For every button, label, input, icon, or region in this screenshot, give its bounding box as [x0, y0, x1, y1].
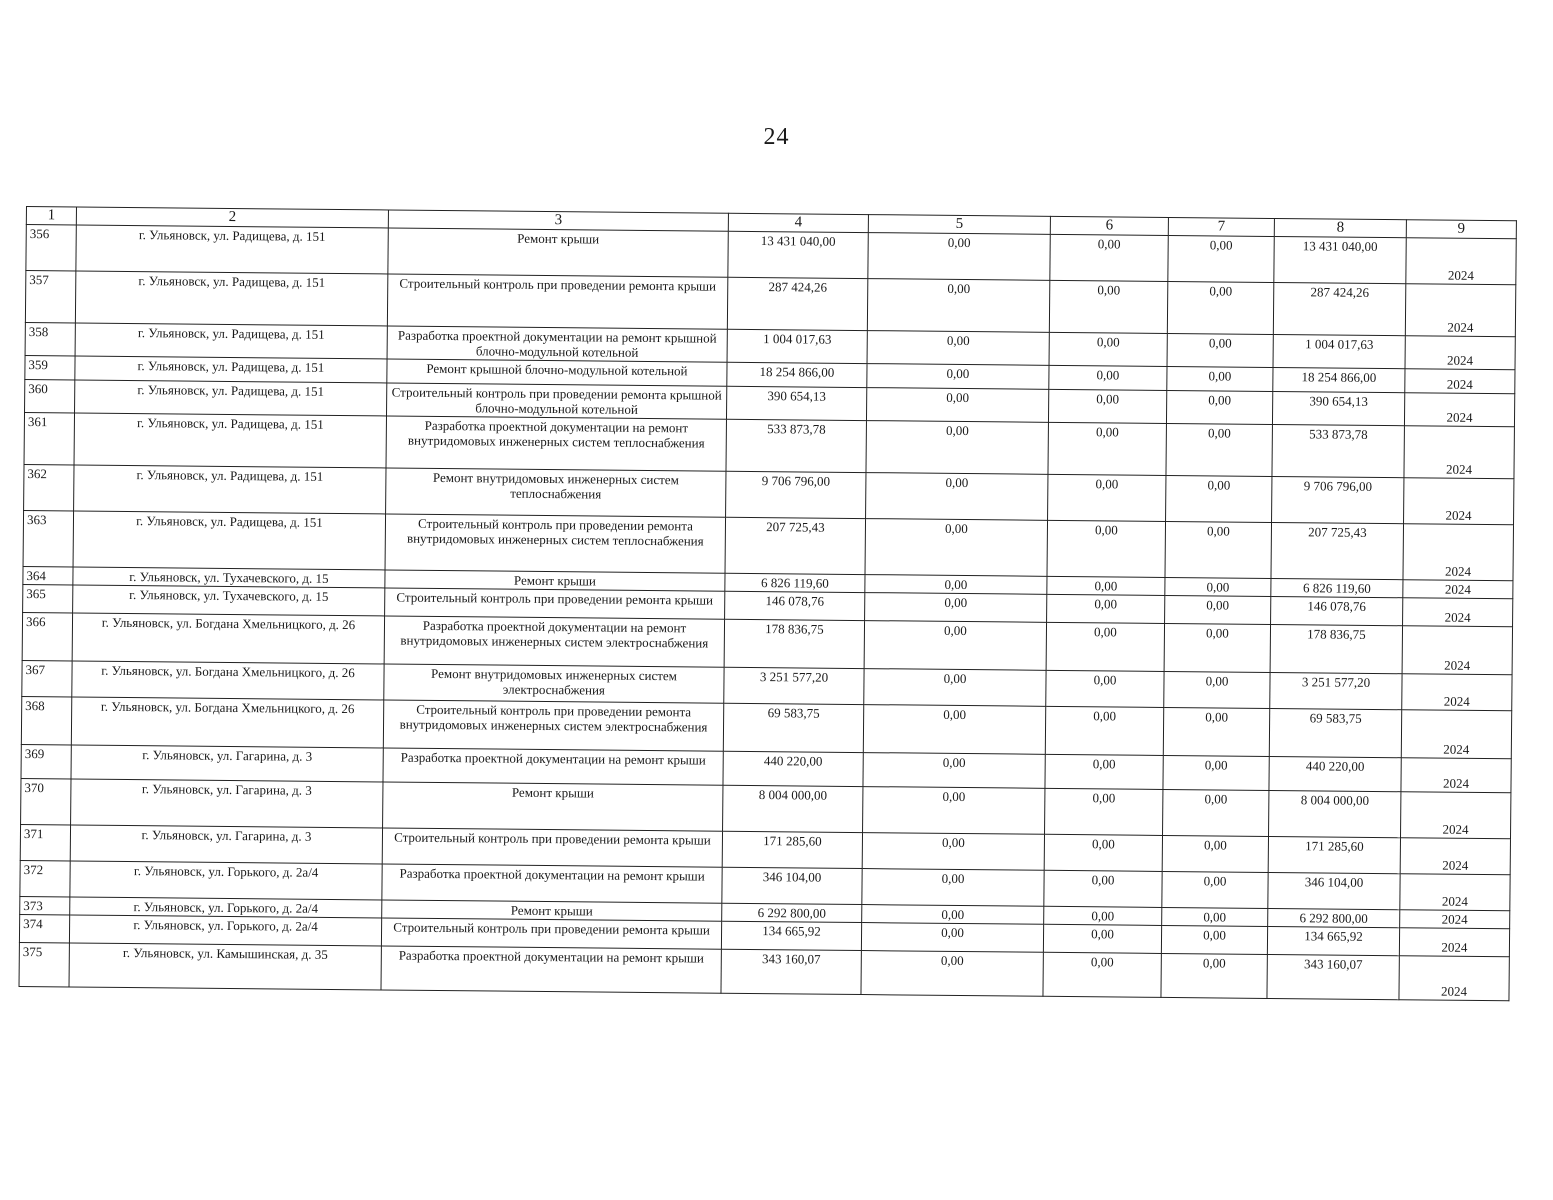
work-type-cell: Строительный контроль при проведении ремонта внутридомовых инженерных систем электроснабжения [383, 700, 723, 751]
address-cell: г. Ульяновск, ул. Камышинская, д. 35 [69, 943, 381, 990]
total-cost-cell: 178 836,75 [724, 619, 864, 668]
value-col6-cell: 0,00 [1043, 952, 1161, 997]
value-col5-cell: 0,00 [866, 421, 1048, 475]
total-cost-cell: 8 004 000,00 [723, 785, 863, 832]
row-number: 369 [21, 744, 71, 778]
address-cell: г. Ульяновск, ул. Богдана Хмельницкого, д. 26 [71, 697, 383, 748]
year-cell: 2024 [1404, 426, 1514, 479]
address-cell: г. Ульяновск, ул. Гагарина, д. 3 [71, 779, 383, 828]
row-number: 370 [21, 778, 71, 824]
row-number: 372 [20, 860, 70, 896]
address-cell: г. Ульяновск, ул. Радищева, д. 151 [75, 271, 387, 326]
value-col5-cell: 0,00 [868, 233, 1050, 281]
value-col7-cell: 0,00 [1165, 577, 1271, 596]
value-col7-cell: 0,00 [1162, 907, 1268, 926]
row-number: 363 [23, 510, 74, 566]
work-type-cell: Строительный контроль при проведении ремонта крышной блочно-модульной котельной [387, 383, 727, 419]
total-cost-cell: 6 292 800,00 [722, 903, 862, 922]
work-type-cell: Строительный контроль при проведении ремонта крыши [387, 274, 727, 329]
row-number: 356 [26, 225, 76, 271]
value-col8-cell: 346 104,00 [1268, 872, 1400, 909]
column-header: 2 [76, 207, 388, 228]
total-cost-cell: 18 254 866,00 [727, 362, 867, 387]
year-cell: 2024 [1403, 598, 1513, 627]
work-type-cell: Ремонт внутридомовых инженерных систем электроснабжения [384, 664, 724, 703]
value-col8-cell: 146 078,76 [1271, 596, 1403, 625]
value-col6-cell: 0,00 [1046, 622, 1164, 671]
year-cell: 2024 [1405, 336, 1515, 370]
value-col7-cell: 0,00 [1162, 871, 1268, 908]
work-type-cell: Ремонт крыши [388, 228, 728, 277]
value-col8-cell: 9 706 796,00 [1272, 476, 1404, 523]
value-col6-cell: 0,00 [1044, 834, 1162, 871]
total-cost-cell: 346 104,00 [722, 867, 862, 904]
value-col6-cell: 0,00 [1049, 365, 1167, 390]
total-cost-cell: 134 665,92 [721, 921, 861, 950]
value-col6-cell: 0,00 [1048, 389, 1166, 423]
work-type-cell: Строительный контроль при проведении ремонта крыши [382, 828, 722, 867]
value-col8-cell: 287 424,26 [1273, 282, 1405, 335]
value-col8-cell: 3 251 577,20 [1270, 672, 1402, 709]
row-number: 360 [25, 379, 75, 412]
value-col5-cell: 0,00 [867, 331, 1049, 366]
value-col5-cell: 0,00 [867, 279, 1049, 333]
page-number: 24 [763, 124, 790, 150]
value-col5-cell: 0,00 [865, 575, 1047, 595]
work-type-cell: Ремонт крыши [382, 900, 722, 921]
value-col5-cell: 0,00 [863, 705, 1045, 755]
value-col5-cell: 0,00 [861, 951, 1043, 997]
address-cell: г. Ульяновск, ул. Радищева, д. 151 [76, 225, 388, 274]
work-type-cell: Разработка проектной документации на ремонт крыши [383, 748, 723, 785]
value-col5-cell: 0,00 [863, 787, 1045, 835]
value-col7-cell: 0,00 [1165, 521, 1272, 578]
value-col7-cell: 0,00 [1163, 707, 1269, 756]
value-col7-cell: 0,00 [1164, 623, 1270, 672]
value-col6-cell: 0,00 [1048, 422, 1166, 475]
value-col6-cell: 0,00 [1045, 706, 1163, 755]
address-cell: г. Ульяновск, ул. Радищева, д. 151 [74, 465, 386, 514]
year-cell: 2024 [1402, 626, 1512, 675]
value-col8-cell: 6 292 800,00 [1268, 908, 1400, 927]
value-col6-cell: 0,00 [1044, 906, 1162, 925]
work-type-cell: Ремонт внутридомовых инженерных систем теплоснабжения [386, 468, 726, 517]
address-cell: г. Ульяновск, ул. Радищева, д. 151 [75, 323, 387, 359]
value-col7-cell: 0,00 [1163, 755, 1269, 790]
address-cell: г. Ульяновск, ул. Радищева, д. 151 [73, 511, 386, 570]
value-col7-cell: 0,00 [1167, 366, 1273, 391]
row-number: 362 [24, 464, 74, 510]
column-header: 4 [728, 213, 868, 232]
year-cell: 2024 [1402, 674, 1512, 711]
value-col7-cell: 0,00 [1166, 423, 1272, 476]
total-cost-cell: 440 220,00 [723, 751, 863, 786]
year-cell: 2024 [1401, 758, 1511, 793]
work-type-cell: Разработка проектной документации на ремонт внутридомовых инженерных систем теплоснабжения [386, 416, 726, 471]
address-cell: г. Ульяновск, ул. Горького, д. 2а/4 [70, 861, 382, 900]
value-col5-cell: 0,00 [862, 869, 1044, 907]
value-col8-cell: 207 725,43 [1271, 522, 1404, 579]
value-col7-cell: 0,00 [1167, 281, 1273, 334]
value-col8-cell: 390 654,13 [1272, 391, 1404, 425]
value-col8-cell: 1 004 017,63 [1273, 334, 1405, 368]
value-col7-cell: 0,00 [1167, 333, 1273, 367]
year-cell: 2024 [1406, 238, 1516, 285]
row-number: 361 [24, 412, 74, 464]
total-cost-cell: 171 285,60 [722, 831, 862, 868]
value-col8-cell: 343 160,07 [1267, 954, 1399, 999]
row-number: 365 [23, 584, 73, 612]
total-cost-cell: 207 725,43 [725, 517, 866, 574]
value-col5-cell: 0,00 [867, 364, 1049, 390]
value-col5-cell: 0,00 [866, 473, 1048, 521]
total-cost-cell: 343 160,07 [721, 949, 861, 994]
year-cell: 2024 [1403, 524, 1514, 581]
value-col8-cell: 134 665,92 [1267, 926, 1399, 955]
value-col5-cell: 0,00 [861, 923, 1043, 953]
value-col5-cell: 0,00 [865, 593, 1047, 623]
value-col6-cell: 0,00 [1047, 576, 1165, 595]
address-cell: г. Ульяновск, ул. Тухачевского, д. 15 [73, 567, 385, 588]
table-body [19, 225, 1516, 1001]
year-cell: 2024 [1400, 910, 1510, 929]
year-cell: 2024 [1405, 284, 1515, 337]
address-cell: г. Ульяновск, ул. Богдана Хмельницкого, д. 26 [72, 613, 384, 664]
row-number: 371 [20, 824, 70, 860]
value-col5-cell: 0,00 [862, 833, 1044, 871]
value-col8-cell: 533 873,78 [1272, 424, 1404, 477]
column-header: 7 [1168, 217, 1274, 236]
value-col7-cell: 0,00 [1166, 390, 1272, 424]
address-cell: г. Ульяновск, ул. Горького, д. 2а/4 [70, 897, 382, 918]
value-col7-cell: 0,00 [1164, 671, 1270, 708]
value-col5-cell: 0,00 [866, 388, 1048, 423]
column-header: 3 [388, 210, 728, 231]
year-cell: 2024 [1400, 792, 1510, 839]
total-cost-cell: 533 873,78 [726, 419, 866, 472]
work-type-cell: Строительный контроль при проведении ремонта крыши [381, 918, 721, 949]
work-type-cell: Разработка проектной документации на ремонт крыши [382, 864, 722, 903]
row-number: 373 [20, 896, 70, 914]
row-number: 375 [19, 942, 69, 986]
value-col6-cell: 0,00 [1049, 280, 1167, 333]
value-col6-cell: 0,00 [1043, 924, 1161, 953]
column-header: 6 [1050, 216, 1168, 235]
work-type-cell: Ремонт крыши [383, 782, 723, 831]
total-cost-cell: 13 431 040,00 [728, 231, 868, 278]
value-col8-cell: 6 826 119,60 [1271, 578, 1403, 597]
value-col5-cell: 0,00 [864, 669, 1046, 707]
year-cell: 2024 [1400, 838, 1510, 875]
address-cell: г. Ульяновск, ул. Богдана Хмельницкого, д. 26 [72, 661, 384, 700]
row-number: 374 [19, 914, 69, 942]
value-col6-cell: 0,00 [1050, 234, 1168, 281]
total-cost-cell: 146 078,76 [725, 591, 865, 620]
row-number: 366 [22, 612, 72, 660]
work-type-cell: Разработка проектной документации на ремонт внутридомовых инженерных систем электроснабжения [384, 616, 724, 667]
total-cost-cell: 390 654,13 [726, 386, 866, 420]
work-type-cell: Разработка проектной документации на ремонт крышной блочно-модульной котельной [387, 326, 727, 362]
total-cost-cell: 9 706 796,00 [726, 471, 866, 518]
value-col5-cell: 0,00 [865, 519, 1048, 577]
row-number: 359 [25, 355, 75, 379]
value-col7-cell: 0,00 [1162, 835, 1268, 872]
year-cell: 2024 [1403, 580, 1513, 599]
value-col8-cell: 440 220,00 [1269, 756, 1401, 791]
value-col8-cell: 178 836,75 [1270, 624, 1402, 673]
row-number: 368 [21, 696, 71, 744]
year-cell: 2024 [1404, 393, 1514, 427]
document-table-wrapper [19, 206, 1516, 1001]
value-col6-cell: 0,00 [1049, 332, 1167, 366]
value-col7-cell: 0,00 [1166, 475, 1272, 522]
value-col8-cell: 171 285,60 [1268, 836, 1400, 873]
row-number: 357 [25, 271, 75, 323]
value-col7-cell: 0,00 [1163, 789, 1269, 836]
column-header: 1 [26, 207, 76, 225]
address-cell: г. Ульяновск, ул. Радищева, д. 151 [74, 413, 386, 468]
total-cost-cell: 3 251 577,20 [724, 667, 864, 704]
row-number: 367 [22, 660, 72, 696]
value-col7-cell: 0,00 [1165, 595, 1271, 624]
value-col6-cell: 0,00 [1047, 520, 1166, 577]
total-cost-cell: 69 583,75 [723, 703, 863, 752]
address-cell: г. Ульяновск, ул. Горького, д. 2а/4 [69, 915, 381, 946]
work-type-cell: Разработка проектной документации на ремонт крыши [381, 946, 721, 993]
total-cost-cell: 6 826 119,60 [725, 573, 865, 592]
work-type-cell: Ремонт крышной блочно-модульной котельной [387, 359, 727, 386]
value-col8-cell: 8 004 000,00 [1269, 790, 1401, 837]
value-col8-cell: 13 431 040,00 [1274, 236, 1406, 283]
year-cell: 2024 [1399, 928, 1509, 957]
work-type-cell: Строительный контроль при проведении ремонта внутридомовых инженерных систем теплоснабжения [385, 514, 726, 573]
row-number: 364 [23, 566, 73, 584]
value-col6-cell: 0,00 [1045, 754, 1163, 789]
year-cell: 2024 [1401, 710, 1511, 759]
value-col8-cell: 69 583,75 [1269, 708, 1401, 757]
column-header: 9 [1406, 220, 1516, 239]
year-cell: 2024 [1405, 369, 1515, 394]
value-col6-cell: 0,00 [1047, 594, 1165, 623]
work-type-cell: Ремонт крыши [385, 570, 725, 591]
year-cell: 2024 [1399, 956, 1509, 1001]
work-type-cell: Строительный контроль при проведении ремонта крыши [385, 588, 725, 619]
year-cell: 2024 [1400, 874, 1510, 911]
value-col6-cell: 0,00 [1046, 670, 1164, 707]
year-cell: 2024 [1404, 478, 1514, 525]
value-col6-cell: 0,00 [1045, 788, 1163, 835]
address-cell: г. Ульяновск, ул. Гагарина, д. 3 [70, 825, 382, 864]
total-cost-cell: 1 004 017,63 [727, 329, 867, 363]
value-col6-cell: 0,00 [1044, 870, 1162, 907]
value-col5-cell: 0,00 [864, 621, 1046, 671]
value-col8-cell: 18 254 866,00 [1273, 367, 1405, 392]
value-col7-cell: 0,00 [1161, 925, 1267, 954]
column-header: 5 [868, 215, 1050, 235]
value-col7-cell: 0,00 [1168, 235, 1274, 282]
column-header: 8 [1274, 218, 1406, 237]
address-cell: г. Ульяновск, ул. Радищева, д. 151 [75, 380, 387, 416]
capital-repair-table [19, 206, 1517, 1001]
value-col6-cell: 0,00 [1048, 474, 1166, 521]
value-col7-cell: 0,00 [1161, 953, 1267, 998]
address-cell: г. Ульяновск, ул. Гагарина, д. 3 [71, 745, 383, 782]
value-col5-cell: 0,00 [863, 753, 1045, 789]
row-number: 358 [25, 322, 75, 355]
address-cell: г. Ульяновск, ул. Радищева, д. 151 [75, 356, 387, 383]
address-cell: г. Ульяновск, ул. Тухачевского, д. 15 [73, 585, 385, 616]
value-col5-cell: 0,00 [862, 905, 1044, 925]
total-cost-cell: 287 424,26 [727, 277, 867, 330]
